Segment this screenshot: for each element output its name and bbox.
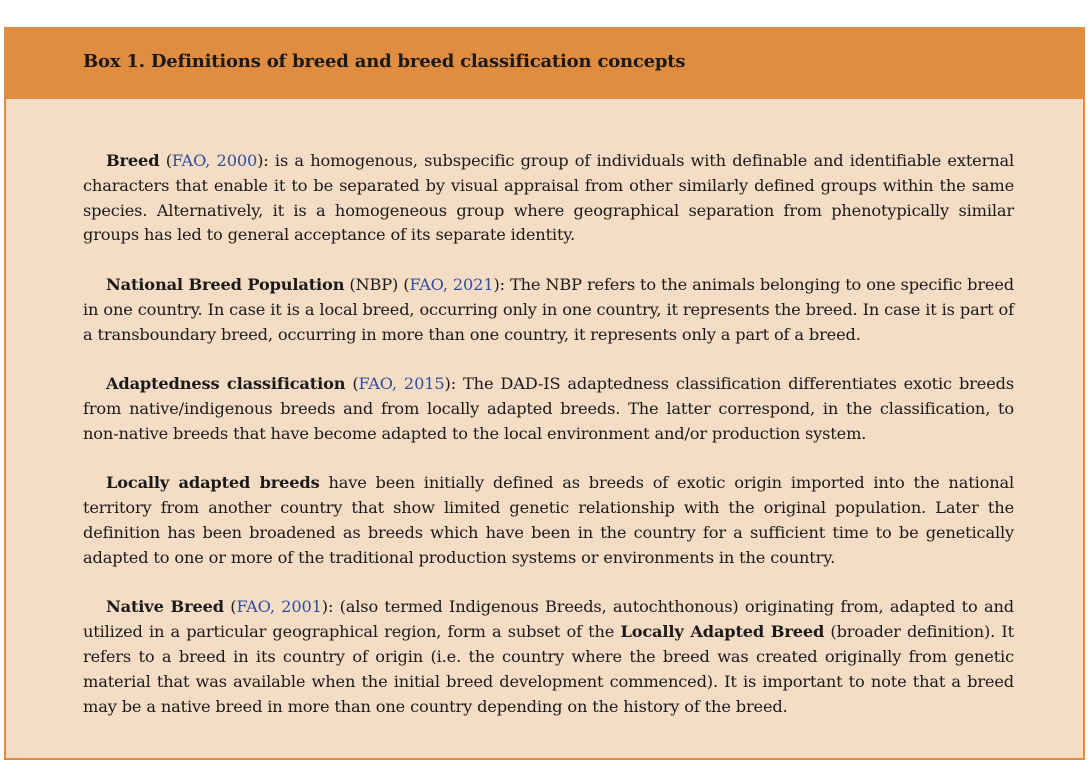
paren-open: ( <box>223 597 237 617</box>
citation-link[interactable]: FAO, 2001 <box>236 597 322 617</box>
term-breed: Breed <box>106 151 160 170</box>
box-title: Box 1. Definitions of breed and breed classification concepts <box>83 51 686 72</box>
citation-link[interactable]: FAO, 2000 <box>171 151 258 170</box>
term-adaptedness-classification: Adaptedness classification <box>106 374 346 394</box>
definition-breed <box>83 149 1014 248</box>
paren-open: ( <box>345 374 359 394</box>
definition-adaptedness-classification <box>83 372 1014 446</box>
definition-text: have been initially defined as breeds of exotic origin imported into the national territory from another country that show limited genetic relationship with the original population. Later the definition has been broadened as breeds which have been in the country for a sufficient time to be genetically adapted to one or more of the traditional production systems or environments in the country. <box>83 473 1014 567</box>
abbreviation: (NBP) ( <box>344 274 410 294</box>
definition-text: is a homogenous, subspecific group of individuals with definable and identifiable external characters that enable it to be separated by visual appraisal from other similarly defined groups within the same species. Alternatively, it is a homogeneous group where geographical separation from phenotypically similar groups has led to general acceptance of its separate identity. <box>83 151 1014 245</box>
paren-close: ): <box>257 151 275 170</box>
inline-term-locally-adapted-breed: Locally Adapted Breed <box>620 622 825 642</box>
citation-link[interactable]: FAO, 2015 <box>358 374 445 394</box>
box-header <box>6 29 1083 99</box>
paren-close: ): <box>444 374 464 394</box>
definition-text: (also termed Indigenous Breeds, autochthonous) originating from, adapted to and utilized in a particular geographical region, form a subset of the <box>83 597 1014 642</box>
citation-link[interactable]: FAO, 2021 <box>409 274 494 294</box>
paren-close: ): <box>493 274 510 294</box>
definition-national-breed-population <box>83 273 1014 347</box>
definition-text: The NBP refers to the animals belonging to one specific breed in one country. In case it is a local breed, occurring only in one country, it represents the breed. In case it is part of a transboundary breed, occurring in more than one country, it represents only a part of a breed. <box>83 274 1014 344</box>
paren-open: ( <box>159 151 172 170</box>
definition-text: (broader definition). It refers to a breed in its country of origin (i.e. the country where the breed was created originally from genetic material that was available when the initial breed development commenced). It is important to note that a breed may be a native breed in more than one country depending on the history of the breed. <box>83 622 1015 716</box>
term-national-breed-population: National Breed Population <box>106 274 345 294</box>
definition-locally-adapted-breeds <box>83 471 1014 570</box>
paren-close: ): <box>321 597 340 617</box>
term-locally-adapted-breeds: Locally adapted breeds <box>106 473 320 493</box>
definition-native-breed <box>83 595 1014 719</box>
definition-text: The DAD-IS adaptedness classification differentiates exotic breeds from native/indigenous breeds and from locally adapted breeds. The latter correspond, in the classification, to non-native breeds that have become adapted to the local environment and/or production system. <box>83 374 1015 443</box>
term-native-breed: Native Breed <box>106 597 224 617</box>
box-body <box>83 149 1014 744</box>
definition-box <box>4 27 1085 760</box>
